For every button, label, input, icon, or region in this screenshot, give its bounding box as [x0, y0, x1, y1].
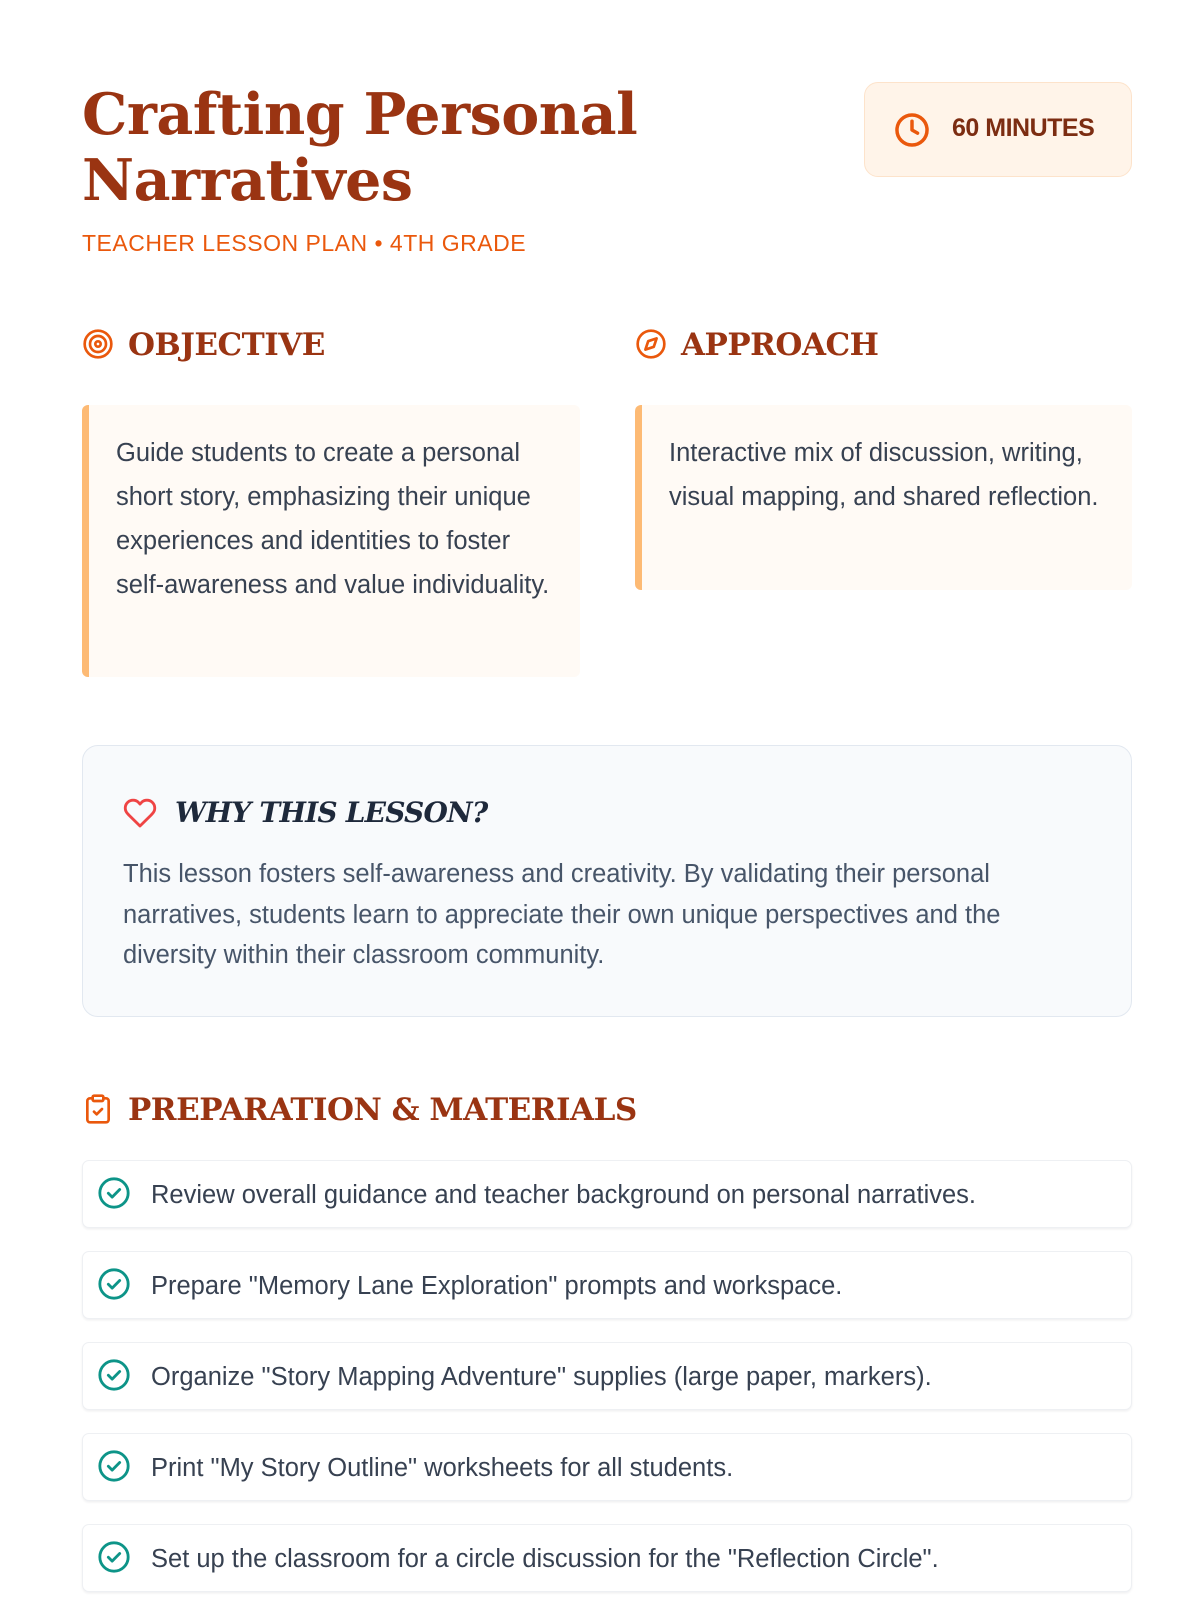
check-circle-icon: [97, 1176, 131, 1210]
compass-icon: [635, 328, 667, 360]
checklist-item: [82, 1160, 1132, 1228]
approach-card: [635, 405, 1132, 590]
checklist-item: [82, 1524, 1132, 1592]
check-circle-icon: [97, 1449, 131, 1483]
objective-heading: [82, 325, 582, 365]
approach-title: APPROACH: [681, 327, 879, 363]
why-this-lesson-text: This lesson fosters self-awareness and creativity. By validating their personal narratives, students learn to appreciate their own unique perspectives and the diversity within their classroom community.: [123, 860, 1001, 969]
check-circle-icon: [97, 1358, 131, 1392]
checklist-item-text: Print "My Story Outline" worksheets for all students.: [151, 1454, 734, 1482]
page-title: Crafting Personal Narratives: [82, 81, 638, 214]
objective-title: OBJECTIVE: [128, 327, 325, 363]
preparation-heading: [82, 1090, 882, 1130]
duration-badge: [864, 82, 1132, 177]
checklist-item: [82, 1251, 1132, 1319]
why-this-lesson-title: WHY THIS LESSON?: [175, 796, 488, 829]
check-circle-icon: [97, 1267, 131, 1301]
clipboard-check-icon: [82, 1093, 114, 1125]
duration-label: 60 MINUTES: [952, 114, 1095, 142]
heart-icon: [123, 796, 157, 830]
checklist-item-text: Set up the classroom for a circle discussion for the "Reflection Circle".: [151, 1545, 939, 1573]
checklist-item-text: Organize "Story Mapping Adventure" supplies (large paper, markers).: [151, 1363, 932, 1391]
preparation-title: PREPARATION & MATERIALS: [128, 1092, 637, 1128]
clock-icon: [893, 111, 931, 149]
objective-card: [82, 405, 580, 677]
checklist-item: [82, 1433, 1132, 1501]
checklist-item-text: Prepare "Memory Lane Exploration" prompts and workspace.: [151, 1272, 843, 1300]
approach-text: Interactive mix of discussion, writing, visual mapping, and shared reflection.: [669, 439, 1099, 511]
target-icon: [82, 328, 114, 360]
page-subtitle: TEACHER LESSON PLAN • 4TH GRADE: [82, 230, 527, 256]
checklist-item: [82, 1342, 1132, 1410]
objective-text: Guide students to create a personal short story, emphasizing their unique experiences and identities to foster self-awareness and value individuality.: [116, 439, 550, 599]
approach-heading: [635, 325, 1132, 365]
checklist-item-text: Review overall guidance and teacher background on personal narratives.: [151, 1181, 977, 1209]
lesson-header: [82, 82, 1132, 262]
check-circle-icon: [97, 1540, 131, 1574]
preparation-checklist: [82, 1160, 1132, 1600]
why-this-lesson-box: [82, 745, 1132, 1017]
